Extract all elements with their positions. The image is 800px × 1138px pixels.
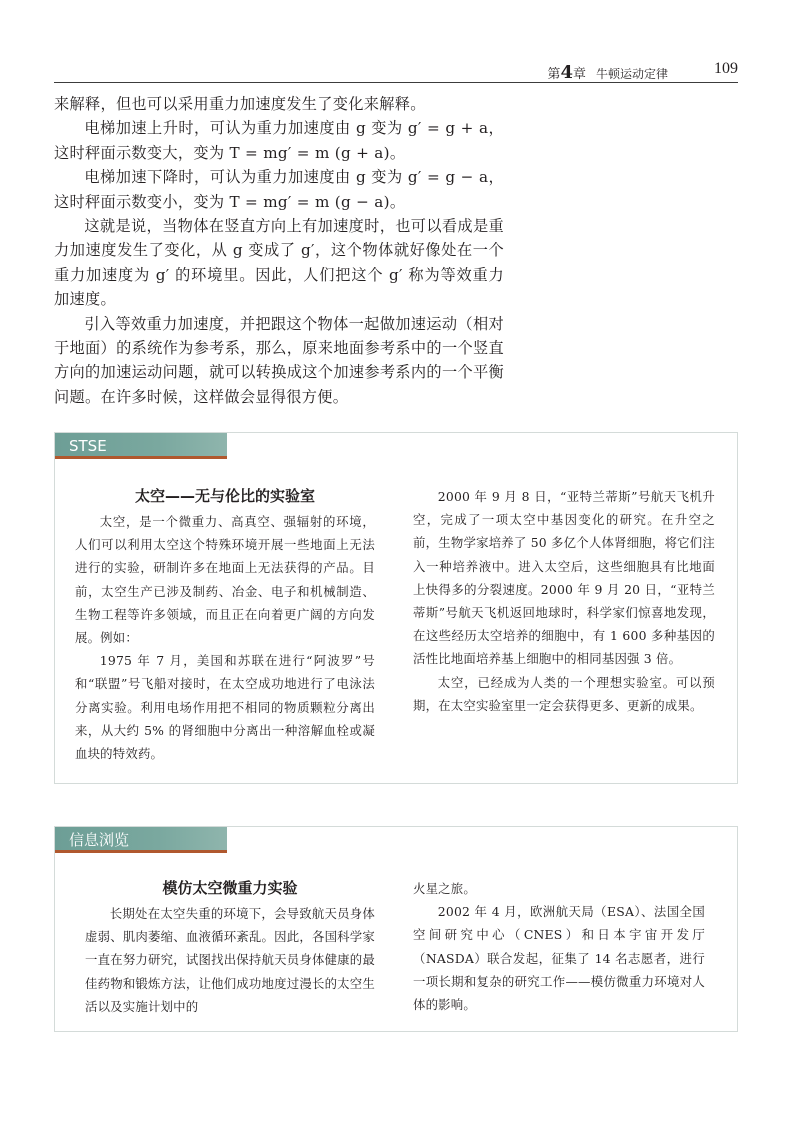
paragraph: 来解释，但也可以采用重力加速度发生了变化来解释。 xyxy=(54,95,426,113)
stse-left-column xyxy=(75,485,375,765)
stse-tab: STSE xyxy=(55,433,227,459)
info-box xyxy=(54,826,738,1032)
info-left-column xyxy=(85,877,375,1018)
chapter-title: 牛顿运动定律 xyxy=(595,67,668,81)
paragraph: 太空，已经成为人类的一个理想实验室。可以预期，在太空实验室里一定会获得更多、更新的成果。 xyxy=(413,674,715,713)
stse-right-column xyxy=(413,485,715,717)
paragraph: 太空，是一个微重力、高真空、强辐射的环境，人们可以利用太空这个特殊环境开展一些地面上无法进行的实验，研制许多在地面上无法获得的产品。目前，太空生产已涉及制药、冶金、电子和机械制造、生物工程等许多领域，而且正在向着更广阔的方向发展。例如： xyxy=(75,514,375,646)
info-title: 模仿太空微重力实验 xyxy=(162,879,298,897)
paragraph: 这就是说，当物体在竖直方向上有加速度时，也可以看成是重力加速度发生了变化，从 g 变成了 g′，这个物体就好像处在一个重力加速度为 g′ 的环境里。因此，人们把这个 g′ 称为等效重力加速度。 xyxy=(54,217,504,309)
info-right-column xyxy=(413,877,705,1016)
paragraph: 引入等效重力加速度，并把跟这个物体一起做加速运动（相对于地面）的系统作为参考系，那么，原来地面参考系中的一个竖直方向的加速运动问题，就可以转换成这个加速参考系内的一个平衡问题。在许多时候，这样做会显得很方便。 xyxy=(54,314,504,406)
paragraph: 2000 年 9 月 8 日，“亚特兰蒂斯”号航天飞机升空，完成了一项太空中基因变化的研究。在升空之前，生物学家培养了 50 多亿个人体肾细胞，将它们注入一种培养液中。进入太空后，这些细胞具有比地面上快得多的分裂速度。2000 年 9 月 20 日，“亚特兰蒂斯”号航天飞机返回地球时，科学家们惊喜地发现，在这些经历太空培养的细胞中，有 1 600 多种基因的活性比地面培养基上细胞中的相同基因强 3 倍。 xyxy=(413,489,715,667)
chapter-suffix: 章 xyxy=(572,67,586,82)
page-header xyxy=(54,60,738,83)
paragraph: 电梯加速上升时，可认为重力加速度由 g 变为 g′ = g + a，这时秤面示数变大，变为 T = mg′ = m (g + a)。 xyxy=(54,119,504,162)
paragraph: 火星之旅。 xyxy=(413,881,476,896)
chapter-heading xyxy=(547,62,668,83)
paragraph: 2002 年 4 月，欧洲航天局（ESA）、法国全国空间研究中心（CNES）和日本宇宙开发厅（NASDA）联合发起，征集了 14 名志愿者，进行一项长期和复杂的研究工作——模仿微重力环境对人体的影响。 xyxy=(413,904,705,1013)
chapter-number: 4 xyxy=(560,62,573,83)
info-tab: 信息浏览 xyxy=(55,827,227,853)
main-text xyxy=(54,92,504,409)
chapter-prefix: 第 xyxy=(547,67,561,82)
paragraph: 1975 年 7 月，美国和苏联在进行“阿波罗”号和“联盟”号飞船对接时，在太空成功地进行了电泳法分离实验。利用电场作用把不相同的物质颗粒分离出来，从大约 5% 的肾细胞中分离出一种溶解血栓或凝血块的特效药。 xyxy=(75,653,375,762)
page-number: 109 xyxy=(714,60,738,77)
stse-box xyxy=(54,432,738,784)
stse-title: 太空——无与伦比的实验室 xyxy=(134,487,315,505)
paragraph: 电梯加速下降时，可认为重力加速度由 g 变为 g′ = g − a，这时秤面示数变小，变为 T = mg′ = m (g − a)。 xyxy=(54,168,504,211)
paragraph: 长期处在太空失重的环境下，会导致航天员身体虚弱、肌肉萎缩、血液循环紊乱。因此，各国科学家一直在努力研究，试图找出保持航天员身体健康的最佳药物和锻炼方法，让他们成功地度过漫长的太空生活以及实施计划中的 xyxy=(85,906,375,1014)
